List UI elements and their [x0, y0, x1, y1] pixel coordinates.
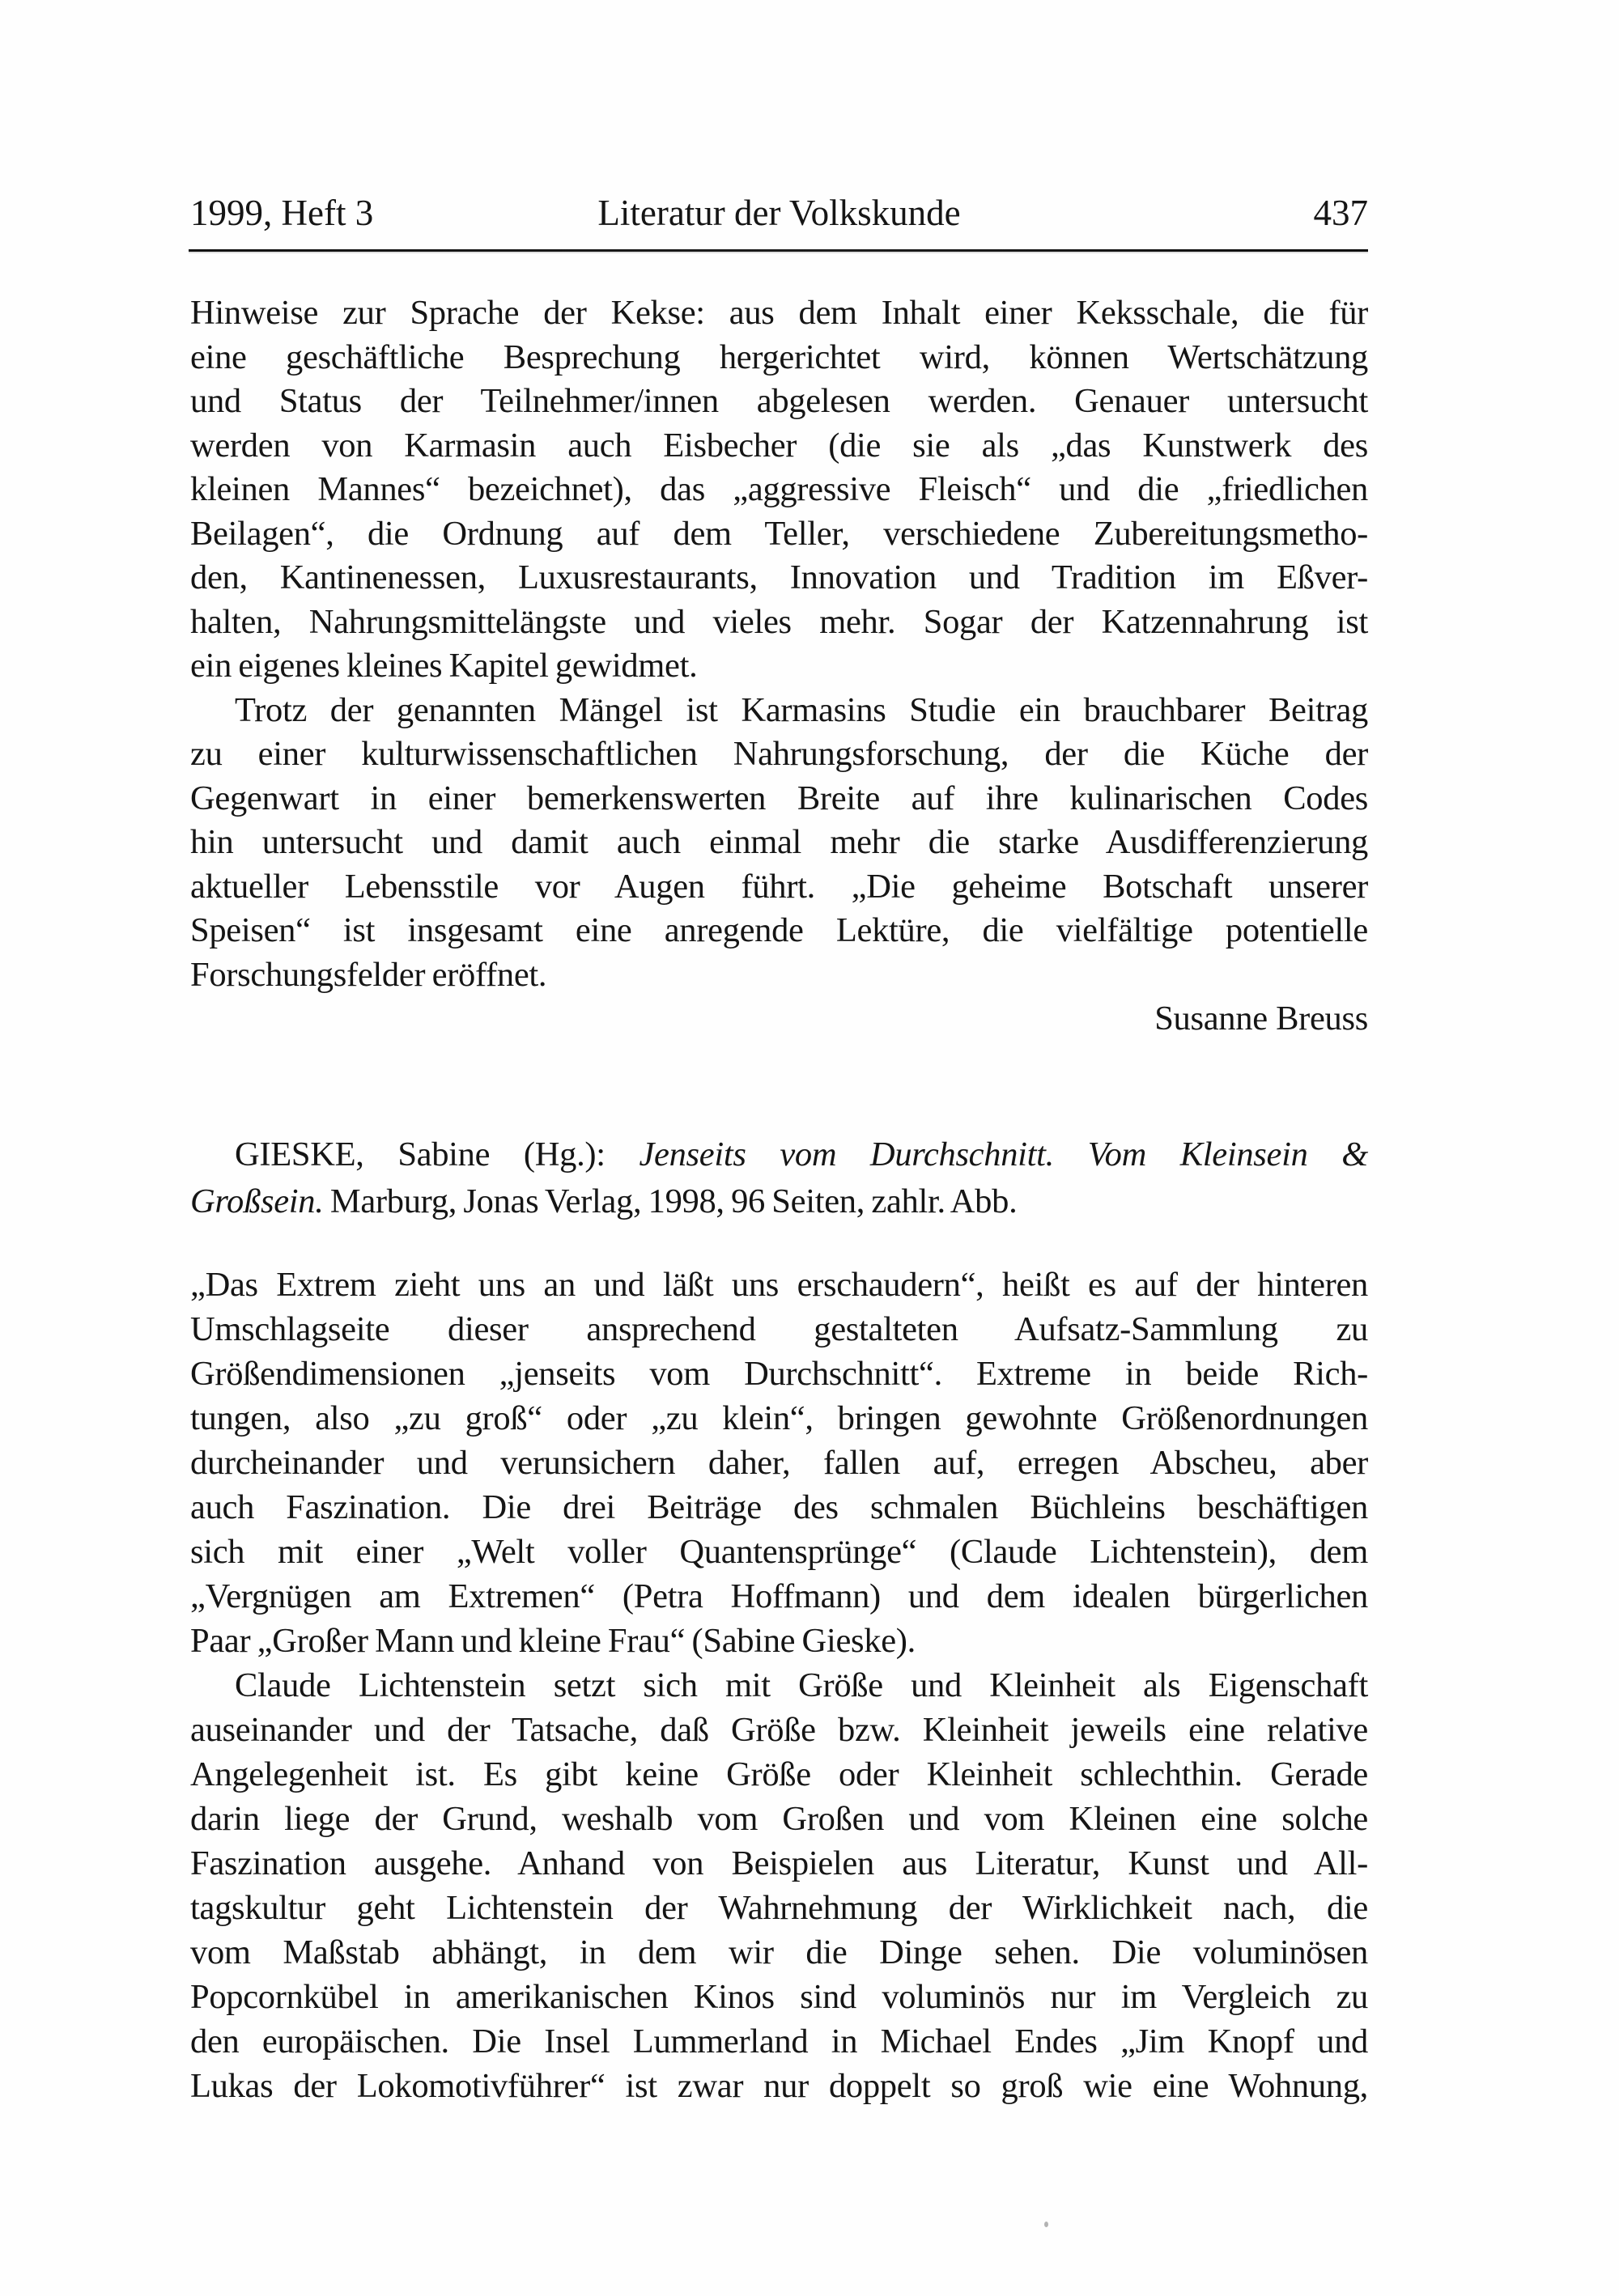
- text-line: [190, 644, 1368, 689]
- text-line: [190, 732, 1368, 777]
- text-line: [190, 512, 1368, 557]
- text-segment: auch Faszination. Die drei Beiträge des schmalen Büchleins beschäftigen: [190, 1488, 1368, 1526]
- text-line: [190, 1975, 1368, 2019]
- text-segment: und Status der Teilnehmer/innen abgelesen werden. Genauer untersucht: [190, 382, 1368, 420]
- text-line: [190, 1396, 1368, 1441]
- text-segment: durcheinander und verunsichern daher, fallen auf, erregen Abscheu, aber: [190, 1444, 1368, 1482]
- text-segment: darin liege der Grund, weshalb vom Großen und vom Kleinen eine solche: [190, 1800, 1368, 1838]
- paragraph: [190, 689, 1368, 998]
- text-line: [190, 1797, 1368, 1841]
- italic-title-segment: Jenseits vom Durchschnitt. Vom Kleinsein &: [639, 1135, 1368, 1173]
- text-line: [190, 1930, 1368, 1975]
- paragraph: [190, 1131, 1368, 1225]
- scan-speck: [1044, 2222, 1048, 2227]
- text-segment: aktueller Lebensstile vor Augen führt. „Die geheime Botschaft unserer: [190, 867, 1368, 906]
- header-journal-title: Literatur der Volkskunde: [597, 193, 961, 233]
- text-segment: Faszination ausgehe. Anhand von Beispielen aus Literatur, Kunst und All-: [190, 1844, 1368, 1882]
- text-line: [190, 1574, 1368, 1619]
- text-line: [190, 1307, 1368, 1352]
- text-segment: Umschlagseite dieser ansprechend gestalteten Aufsatz-Sammlung zu: [190, 1310, 1368, 1348]
- text-segment: auseinander und der Tatsache, daß Größe bzw. Kleinheit jeweils eine relative: [190, 1711, 1368, 1749]
- text-line: [190, 689, 1368, 733]
- text-line: [190, 1752, 1368, 1797]
- reviewer-signature: Susanne Breuss: [1154, 999, 1368, 1038]
- text-line: [190, 2019, 1368, 2064]
- text-segment: Beilagen“, die Ordnung auf dem Teller, verschiedene Zubereitungsmetho-: [190, 514, 1368, 553]
- review-gieske-text: [190, 1263, 1368, 2108]
- text-line: [190, 1619, 1368, 1663]
- text-segment: tagskultur geht Lichtenstein der Wahrnehmung der Wirklichkeit nach, die: [190, 1889, 1368, 1927]
- text-segment: Claude Lichtenstein setzt sich mit Größe und Kleinheit als Eigenschaft: [235, 1666, 1368, 1704]
- text-segment: tungen, also „zu groß“ oder „zu klein“, bringen gewohnte Größenordnungen: [190, 1399, 1368, 1437]
- text-line: [190, 865, 1368, 910]
- paragraph: [190, 291, 1368, 689]
- text-segment: Speisen“ ist insgesamt eine anregende Lektüre, die vielfältige potentielle: [190, 911, 1368, 949]
- text-line: [190, 1352, 1368, 1396]
- text-line: [190, 1485, 1368, 1530]
- text-segment: Größendimensionen „jenseits vom Durchschnitt“. Extreme in beide Rich-: [190, 1355, 1368, 1393]
- text-segment: werden von Karmasin auch Eisbecher (die sie als „das Kunstwerk des: [190, 426, 1368, 465]
- text-line: [190, 601, 1368, 645]
- text-segment: Marburg, Jonas Verlag, 1998, 96 Seiten, zahlr. Abb.: [329, 1182, 1018, 1220]
- text-segment: halten, Nahrungsmittelängste und vieles mehr. Sogar der Katzennahrung ist: [190, 602, 1368, 641]
- text-segment: den, Kantinenessen, Luxusrestaurants, Innovation und Tradition im Eßver-: [190, 558, 1368, 596]
- italic-title-segment: Großsein.: [190, 1182, 330, 1220]
- text-line: [190, 291, 1368, 336]
- text-line: [190, 1886, 1368, 1930]
- text-line: [190, 953, 1368, 998]
- text-segment: GIESKE, Sabine (Hg.):: [235, 1135, 640, 1173]
- text-line: [190, 1708, 1368, 1752]
- text-segment: eine geschäftliche Besprechung hergerichtet wird, können Wertschätzung: [190, 337, 1368, 376]
- text-segment: Hinweise zur Sprache der Kekse: aus dem Inhalt einer Keksschale, die für: [190, 294, 1368, 332]
- text-line: [190, 1530, 1368, 1574]
- text-segment: Forschungsfelder eröffnet.: [190, 955, 547, 994]
- text-line: [190, 1131, 1368, 1178]
- text-segment: Lukas der Lokomotivführer“ ist zwar nur doppelt so groß wie eine Wohnung,: [190, 2067, 1368, 2105]
- text-segment: sich mit einer „Welt voller Quantensprünge“ (Claude Lichtenstein), dem: [190, 1533, 1368, 1571]
- text-line: [190, 424, 1368, 469]
- review-breuss-text: [190, 291, 1368, 997]
- text-segment: „Das Extrem zieht uns an und läßt uns erschaudern“, heißt es auf der hinteren: [190, 1266, 1368, 1304]
- text-line: [190, 2064, 1368, 2108]
- paragraph: [190, 1263, 1368, 1663]
- text-line: [190, 909, 1368, 953]
- text-line: [190, 468, 1368, 512]
- text-line: [190, 380, 1368, 424]
- review-gieske-bibliographic-heading: [190, 1131, 1368, 1225]
- text-segment: vom Maßstab abhängt, in dem wir die Dinge sehen. Die voluminösen: [190, 1933, 1368, 1971]
- text-segment: Gegenwart in einer bemerkenswerten Breite auf ihre kulinarischen Codes: [190, 779, 1368, 817]
- text-line: [190, 336, 1368, 380]
- text-segment: Angelegenheit ist. Es gibt keine Größe oder Kleinheit schlechthin. Gerade: [190, 1755, 1368, 1793]
- text-segment: kleinen Mannes“ bezeichnet), das „aggressive Fleisch“ und die „friedlichen: [190, 470, 1368, 508]
- text-line: [190, 556, 1368, 601]
- header-rule: [189, 249, 1368, 252]
- header-issue: 1999, Heft 3: [190, 193, 374, 233]
- text-segment: „Vergnügen am Extremen“ (Petra Hoffmann) und dem idealen bürgerlichen: [190, 1577, 1368, 1615]
- text-line: [190, 777, 1368, 821]
- text-segment: zu einer kulturwissenschaftlichen Nahrungsforschung, der die Küche der: [190, 735, 1368, 773]
- text-segment: ein eigenes kleines Kapitel gewidmet.: [190, 647, 698, 685]
- text-segment: Paar „Großer Mann und kleine Frau“ (Sabine Gieske).: [190, 1622, 916, 1660]
- text-line: [190, 1263, 1368, 1307]
- text-line: [190, 1441, 1368, 1485]
- paragraph: [190, 1663, 1368, 2108]
- text-line: [190, 1663, 1368, 1708]
- text-segment: Popcornkübel in amerikanischen Kinos sind voluminös nur im Vergleich zu: [190, 1978, 1368, 2016]
- text-segment: den europäischen. Die Insel Lummerland in Michael Endes „Jim Knopf und: [190, 2022, 1368, 2060]
- text-line: [190, 821, 1368, 865]
- text-line: [190, 1841, 1368, 1886]
- text-line: [190, 1178, 1368, 1225]
- text-segment: Trotz der genannten Mängel ist Karmasins Studie ein brauchbarer Beitrag: [235, 690, 1368, 729]
- text-segment: hin untersucht und damit auch einmal mehr die starke Ausdifferenzierung: [190, 823, 1368, 861]
- header-page-number: 437: [1313, 193, 1368, 233]
